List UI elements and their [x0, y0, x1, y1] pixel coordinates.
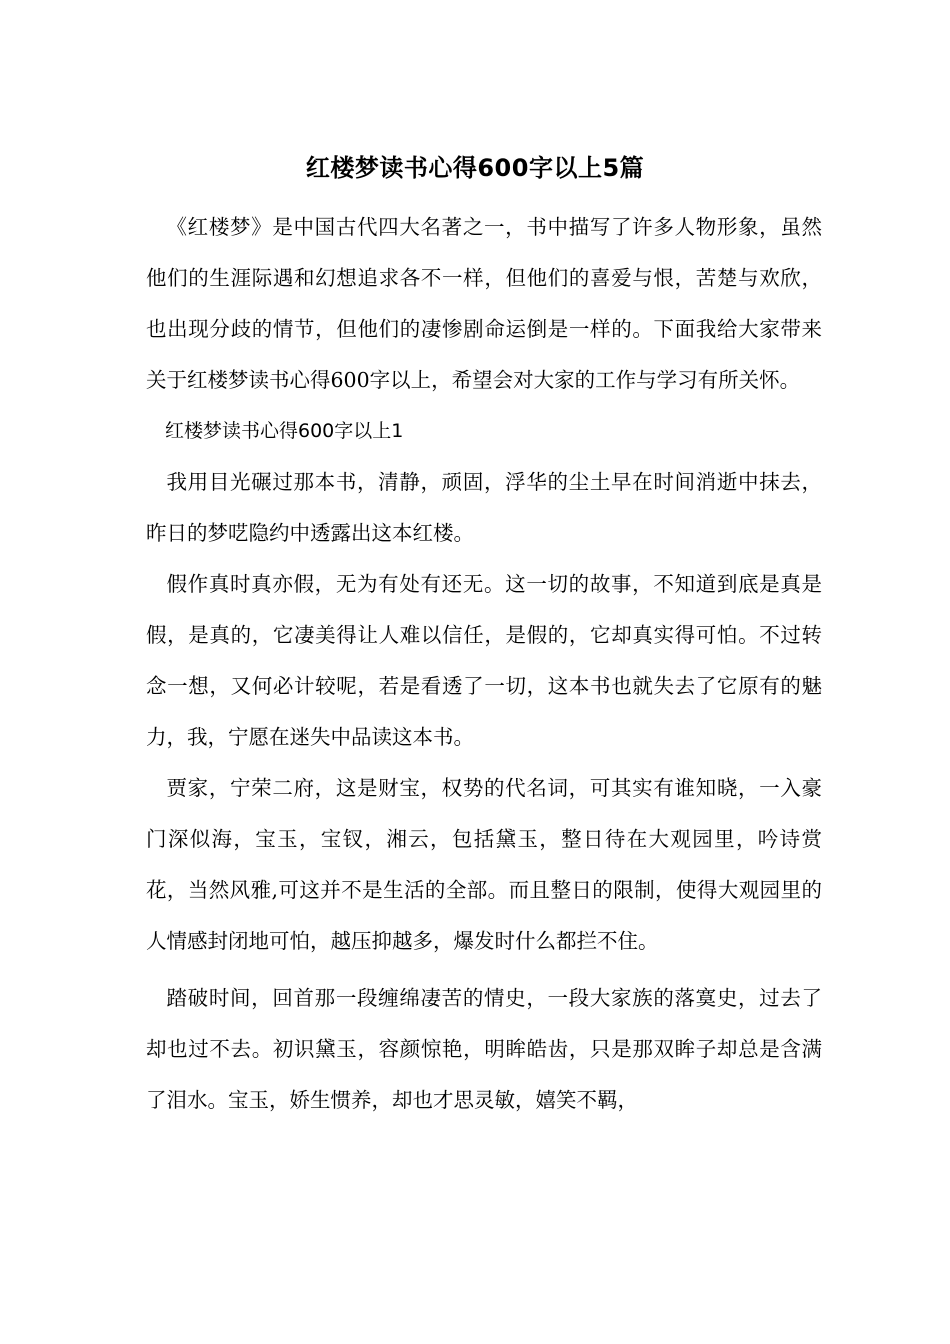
body-paragraph: 我用目光碾过那本书，清静，顽固，浮华的尘土早在时间消逝中抹去，昨日的梦呓隐约中透露出这本红楼。 [146, 470, 822, 545]
body-paragraph: 贾家，宁荣二府，这是财宝，权势的代名词，可其实有谁知晓，一入豪门深似海，宝玉，宝钗，湘云，包括黛玉，整日待在大观园里，吟诗赏花，当然风雅,可这并不是生活的全部。而且整日的限制，使得大观园里的人情感封闭地可怕，越压抑越多，爆发时什么都拦不住。 [146, 776, 822, 953]
document-body [146, 202, 822, 1126]
intro-paragraph: 《红楼梦》是中国古代四大名著之一，书中描写了许多人物形象，虽然他们的生涯际遇和幻想追求各不一样，但他们的喜爱与恨，苦楚与欢欣，也出现分歧的情节，但他们的凄惨剧命运倒是一样的。下面我给大家带来关于红楼梦读书心得600字以上，希望会对大家的工作与学习有所关怀。 [146, 215, 822, 392]
body-paragraph: 假作真时真亦假，无为有处有还无。这一切的故事，不知道到底是真是假，是真的，它凄美得让人难以信任，是假的，它却真实得可怕。不过转念一想，又何必计较呢，若是看透了一切，这本书也就失去了它原有的魅力，我，宁愿在迷失中品读这本书。 [146, 572, 822, 749]
document-title: 红楼梦读书心得600字以上5篇 [305, 154, 645, 182]
body-paragraph: 踏破时间，回首那一段缠绵凄苦的情史，一段大家族的落寞史，过去了却也过不去。初识黛玉，容颜惊艳，明眸皓齿，只是那双眸子却总是含满了泪水。宝玉，娇生惯养，却也才思灵敏，嬉笑不羁， [146, 986, 822, 1112]
section-heading: 红楼梦读书心得600字以上1 [165, 420, 404, 442]
